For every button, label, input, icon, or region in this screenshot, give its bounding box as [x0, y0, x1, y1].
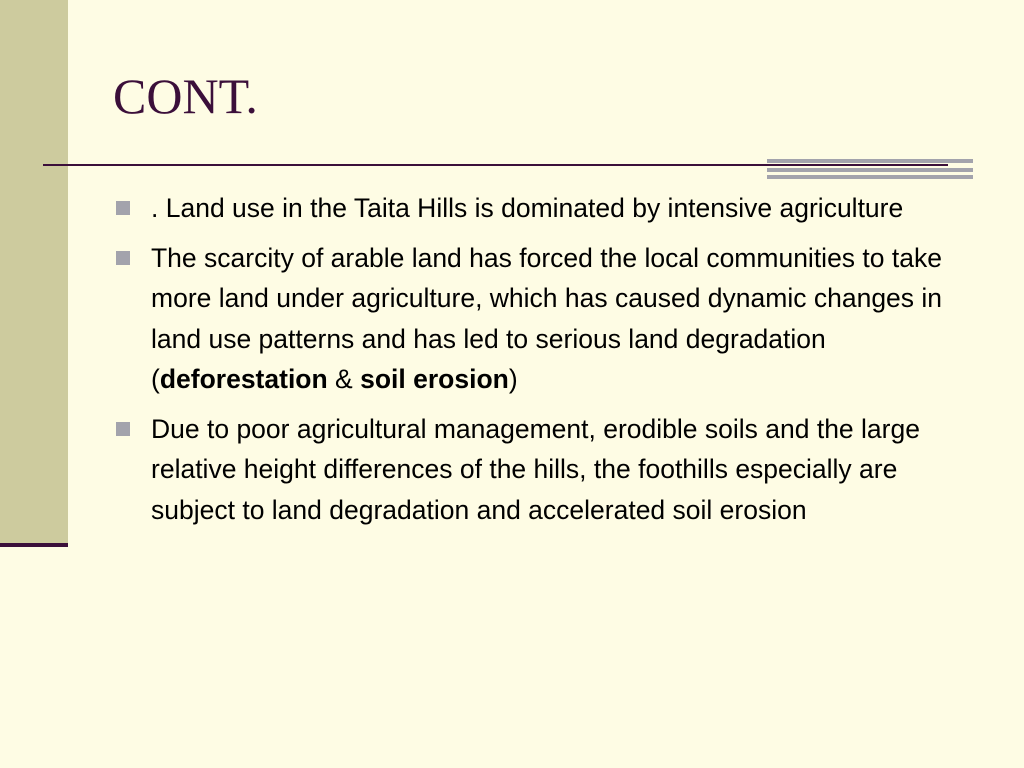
bullet-list [112, 188, 982, 539]
bold-term-deforestation: deforestation [159, 364, 328, 394]
slide-title: CONT. [113, 68, 258, 124]
bullet-item-management [112, 409, 982, 531]
bullet-text-connector: & [327, 364, 361, 394]
bullet-text-part: ) [508, 364, 518, 394]
bullet-text [151, 243, 942, 395]
square-bullet-icon [116, 422, 130, 436]
left-band-underline [0, 543, 68, 547]
bullet-item-scarcity [112, 238, 982, 400]
square-bullet-icon [116, 201, 130, 215]
accent-bar-bottom [767, 175, 973, 179]
bullet-text-part: The scarcity of arable land has forced the local communities to take more land under agriculture, which has caused dynamic changes in land use patterns and has led to serious land degradation ( [151, 242, 943, 394]
square-bullet-icon [116, 251, 130, 265]
title-divider-rule [43, 164, 948, 166]
left-decorative-band [0, 0, 68, 545]
bold-term-soil-erosion: soil erosion [360, 364, 509, 394]
accent-bar-middle [767, 168, 973, 172]
accent-bar-top [767, 159, 973, 163]
bullet-item-land-use [112, 188, 982, 229]
bullet-text: Due to poor agricultural management, erodible soils and the large relative height differences of the hills, the foothills especially are subject to land degradation and accelerated soil erosion [151, 413, 920, 525]
bullet-text: . Land use in the Taita Hills is dominated by intensive agriculture [151, 193, 904, 223]
